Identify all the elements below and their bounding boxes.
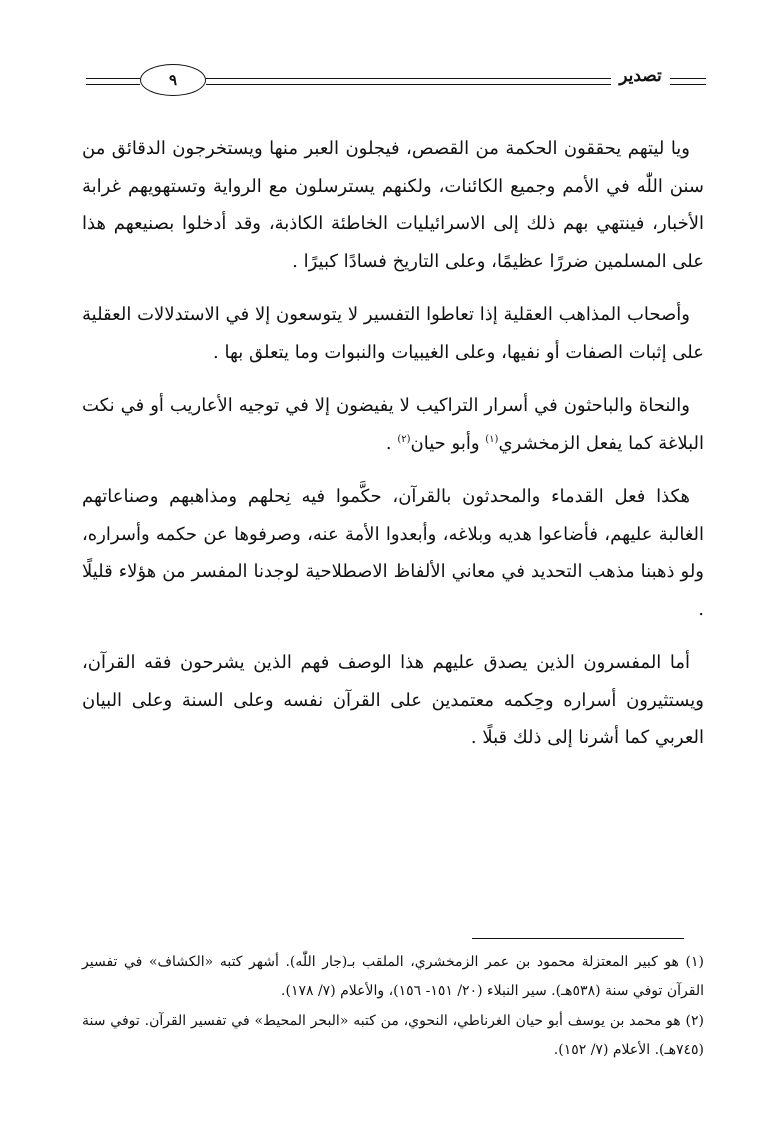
grammarians-text: والنحاة والباحثون في أسرار التراكيب لا يفيضون إلا في توجيه الأعاريب أو في نكت البلاغة كما يفعل الزمخشري: [82, 395, 704, 454]
header-rule-left: [86, 78, 140, 85]
grammarians-text-end: .: [385, 432, 398, 454]
footnote-ref-1[interactable]: (١): [485, 433, 499, 445]
running-header: [86, 62, 706, 102]
footnote-2: (٢) هو محمد بن يوسف أبو حيان الغرناطي، النحوي، من كتبه «البحر المحيط» في تفسير القرآن. توفي سنة (٧٤٥هـ). الأعلام (٧/ ١٥٢).: [82, 1013, 704, 1058]
page-number: ٩: [140, 64, 206, 96]
paragraph-rational-schools: وأصحاب المذاهب العقلية إذا تعاطوا التفسير لا يتوسعون إلا في الاستدلالات العقلية على إثبات الصفات أو نفيها، وعلى الغيبيات والنبوات وما يتعلق بها .: [82, 304, 704, 363]
footnote-1: (١) هو كبير المعتزلة محمود بن عمر الزمخشري، الملقب بـ(جار اللّٰه). أشهر كتبه «الكشاف» في تفسير القرآن توفي سنة (٥٣٨هـ). سير النبلاء (٢٠/ ١٥١- ١٥٦)، والأعلام (٧/ ١٧٨).: [82, 954, 704, 999]
paragraph-stories: ويا ليتهم يحققون الحكمة من القصص، فيجلون العبر منها ويستخرجون الدقائق من سنن اللّٰه في الأمم وجميع الكائنات، ولكنهم يسترسلون مع الرواية وتستهويهم غرابة الأخبار، فينتهي بهم ذلك إلى الاسرائيليات الخاطئة الكاذبة، وقد أدخلوا بصنيعهم هذا على المسلمين ضررًا عظيمًا، وعلى التاريخ فسادًا كبيرًا .: [82, 138, 704, 272]
running-title: تصدير: [619, 66, 662, 86]
body-text: [82, 130, 704, 773]
paragraph-true-commentators: أما المفسرون الذين يصدق عليهم هذا الوصف فهم الذين يشرحون فقه القرآن، ويستثيرون أسراره وحِكمه معتمدين على القرآن نفسه وعلى السنة وعلى البيان العربي كما أشرنا إلى ذلك قبلًا .: [82, 652, 704, 748]
paragraph-grammarians: [82, 387, 704, 462]
paragraph-ancients-moderns: هكذا فعل القدماء والمحدثون بالقرآن، حكَّموا فيه نِحلهم ومذاهبهم وصناعاتهم الغالبة عليهم، فأضاعوا هديه وبلاغه، وأبعدوا الأمة عنه، وصرفوها عن حكمه وأسراره، ولو ذهبنا مذهب التحديد في معاني الألفاظ الاصطلاحية لوجدنا المفسر من هؤلاء قليلًا .: [82, 486, 704, 620]
footnotes: [82, 948, 704, 1066]
header-rule-right: [670, 78, 706, 85]
footnote-ref-2[interactable]: (٢): [397, 433, 411, 445]
header-rule-middle: [206, 78, 611, 85]
footnote-separator: [472, 938, 684, 939]
grammarians-text-middle: وأبو حيان: [410, 432, 486, 454]
